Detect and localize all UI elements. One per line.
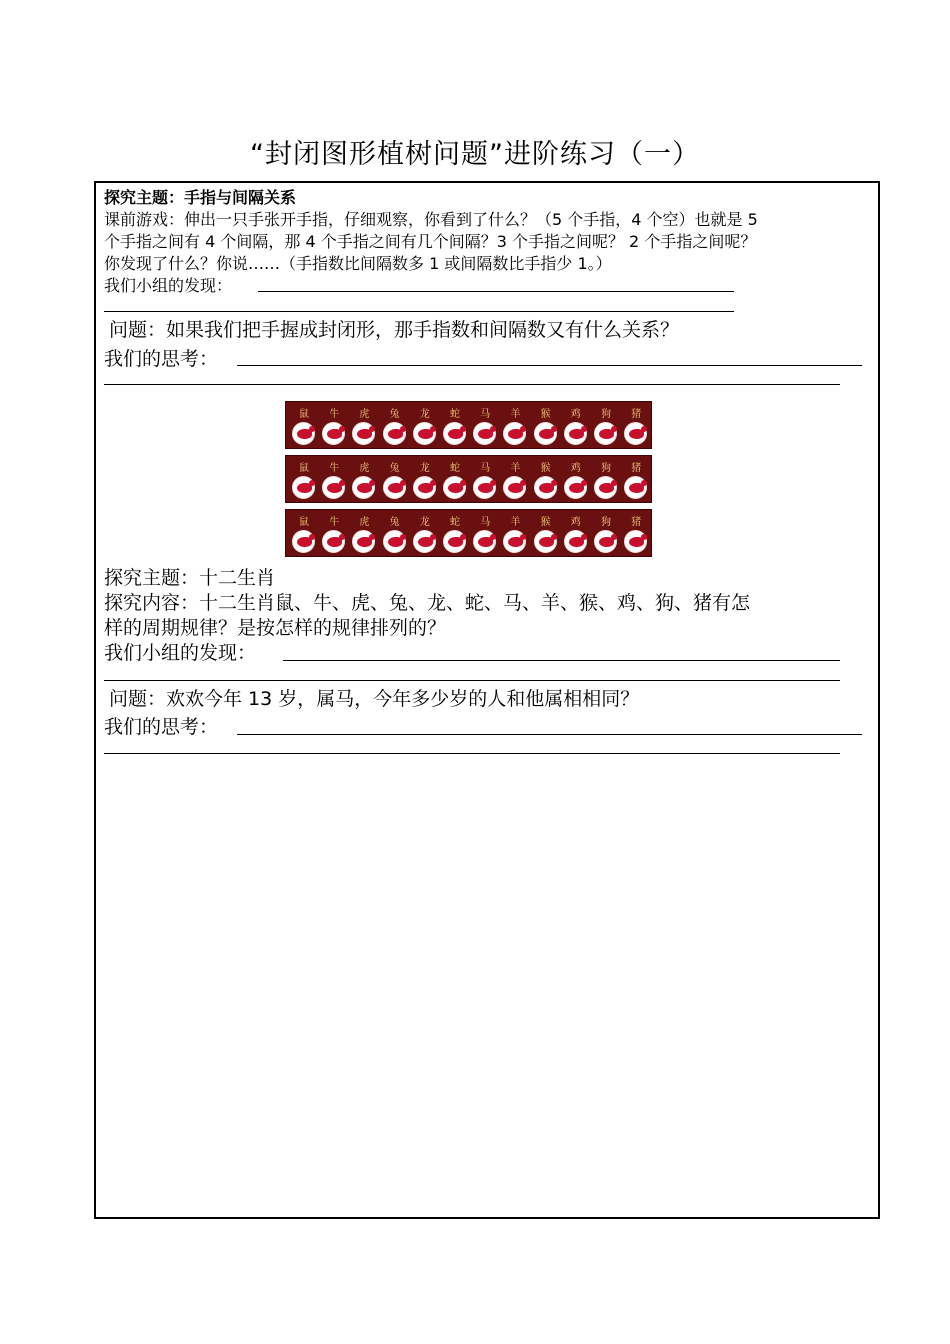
zodiac-label: 龙: [419, 517, 430, 528]
animal-silhouette-icon: [629, 537, 644, 547]
zodiac-cell: [349, 510, 379, 558]
zodiac-animal-icon: [413, 530, 436, 553]
zodiac-animal-icon: [503, 530, 526, 553]
section1-finding-answer-line-2[interactable]: [104, 311, 734, 312]
zodiac-label: 猴: [540, 409, 551, 420]
zodiac-label: 虎: [359, 409, 370, 420]
zodiac-animal-icon: [564, 476, 587, 499]
zodiac-strip-2: [285, 455, 652, 503]
zodiac-cell: [531, 456, 561, 504]
section2-thinking-label: 我们的思考：: [104, 716, 219, 738]
zodiac-cell: [621, 456, 651, 504]
zodiac-label: 蛇: [450, 409, 460, 420]
section2-finding-label: 我们小组的发现：: [104, 642, 257, 664]
zodiac-cell: [380, 402, 410, 450]
zodiac-cell: [349, 456, 379, 504]
zodiac-cell: [591, 402, 621, 450]
animal-silhouette-icon: [448, 483, 463, 493]
zodiac-label: 兔: [389, 409, 400, 420]
animal-silhouette-icon: [448, 537, 463, 547]
zodiac-cell: [561, 402, 591, 450]
animal-silhouette-icon: [508, 537, 523, 547]
zodiac-animal-icon: [594, 476, 617, 499]
zodiac-animal-icon: [383, 422, 406, 445]
zodiac-animal-icon: [322, 476, 345, 499]
section1-thinking-answer-line-2[interactable]: [104, 384, 840, 385]
zodiac-cell: [440, 456, 470, 504]
animal-silhouette-icon: [388, 537, 403, 547]
zodiac-label: 蛇: [450, 517, 460, 528]
zodiac-cell: [289, 402, 319, 450]
animal-silhouette-icon: [629, 429, 644, 439]
zodiac-animal-icon: [443, 422, 466, 445]
zodiac-animal-icon: [473, 422, 496, 445]
animal-silhouette-icon: [357, 429, 372, 439]
zodiac-animal-icon: [503, 422, 526, 445]
section2-thinking-answer-line-1[interactable]: [237, 734, 862, 735]
zodiac-cell: [470, 456, 500, 504]
zodiac-animal-icon: [624, 476, 647, 499]
section2-thinking-answer-line-2[interactable]: [104, 753, 840, 754]
zodiac-label: 虎: [359, 517, 370, 528]
zodiac-animal-icon: [534, 476, 557, 499]
animal-silhouette-icon: [508, 483, 523, 493]
zodiac-label: 狗: [601, 409, 611, 420]
zodiac-label: 猪: [631, 463, 642, 474]
animal-silhouette-icon: [388, 429, 403, 439]
zodiac-label: 狗: [601, 517, 611, 528]
zodiac-animal-icon: [443, 476, 466, 499]
zodiac-animal-icon: [594, 530, 617, 553]
zodiac-label: 马: [480, 463, 491, 474]
zodiac-animal-icon: [352, 422, 375, 445]
zodiac-cell: [440, 510, 470, 558]
zodiac-label: 鼠: [299, 463, 309, 474]
zodiac-animal-icon: [322, 530, 345, 553]
zodiac-label: 猪: [631, 517, 642, 528]
animal-silhouette-icon: [478, 483, 493, 493]
zodiac-label: 猪: [631, 409, 642, 420]
zodiac-animal-icon: [473, 530, 496, 553]
animal-silhouette-icon: [297, 537, 312, 547]
animal-silhouette-icon: [297, 483, 312, 493]
animal-silhouette-icon: [388, 483, 403, 493]
zodiac-cell: [319, 510, 349, 558]
animal-silhouette-icon: [357, 483, 372, 493]
section1-thinking-label: 我们的思考：: [104, 348, 219, 370]
zodiac-cell: [410, 510, 440, 558]
section1-question: 问题：如果我们把手握成封闭形，那手指数和间隔数又有什么关系？: [109, 319, 680, 341]
section2-content-line2: 样的周期规律？是按怎样的规律排列的？: [104, 617, 447, 639]
animal-silhouette-icon: [357, 537, 372, 547]
zodiac-label: 虎: [359, 463, 370, 474]
zodiac-cell: [591, 510, 621, 558]
zodiac-label: 鸡: [570, 409, 581, 420]
zodiac-cell: [470, 510, 500, 558]
animal-silhouette-icon: [418, 537, 433, 547]
zodiac-cell: [440, 402, 470, 450]
zodiac-cell: [319, 456, 349, 504]
animal-silhouette-icon: [629, 483, 644, 493]
zodiac-label: 鼠: [299, 409, 309, 420]
zodiac-cell: [531, 510, 561, 558]
zodiac-label: 兔: [389, 463, 400, 474]
zodiac-label: 牛: [329, 463, 340, 474]
zodiac-cell: [561, 456, 591, 504]
animal-silhouette-icon: [599, 537, 614, 547]
zodiac-animal-icon: [413, 422, 436, 445]
animal-silhouette-icon: [599, 429, 614, 439]
zodiac-label: 龙: [419, 409, 430, 420]
zodiac-cell: [289, 510, 319, 558]
zodiac-animal-icon: [503, 476, 526, 499]
section1-thinking-answer-line-1[interactable]: [237, 365, 862, 366]
zodiac-animal-icon: [534, 530, 557, 553]
animal-silhouette-icon: [478, 429, 493, 439]
zodiac-cell: [561, 510, 591, 558]
zodiac-cell: [319, 402, 349, 450]
zodiac-cell: [410, 456, 440, 504]
zodiac-label: 羊: [510, 463, 521, 474]
zodiac-cell: [410, 402, 440, 450]
zodiac-animal-icon: [322, 422, 345, 445]
zodiac-animal-icon: [443, 530, 466, 553]
zodiac-label: 羊: [510, 409, 521, 420]
page-title: “封闭图形植树问题”进阶练习（一）: [250, 139, 700, 170]
animal-silhouette-icon: [569, 429, 584, 439]
section2-topic: 探究主题：十二生肖: [104, 567, 276, 589]
section1-game-line3: 你发现了什么？你说……（手指数比间隔数多 1 或间隔数比手指少 1。）: [104, 254, 612, 273]
zodiac-label: 猴: [540, 463, 551, 474]
zodiac-animal-icon: [594, 422, 617, 445]
zodiac-cell: [380, 510, 410, 558]
zodiac-cell: [500, 402, 530, 450]
zodiac-animal-icon: [383, 476, 406, 499]
animal-silhouette-icon: [327, 537, 342, 547]
zodiac-animal-icon: [413, 476, 436, 499]
section1-finding-label: 我们小组的发现：: [104, 276, 233, 295]
animal-silhouette-icon: [297, 429, 312, 439]
animal-silhouette-icon: [569, 537, 584, 547]
zodiac-cell: [470, 402, 500, 450]
zodiac-label: 牛: [329, 517, 340, 528]
animal-silhouette-icon: [539, 429, 554, 439]
zodiac-label: 猴: [540, 517, 551, 528]
zodiac-cell: [500, 456, 530, 504]
zodiac-cell: [500, 510, 530, 558]
section1-game-line2: 个手指之间有 4 个间隔，那 4 个手指之间有几个间隔？3 个手指之间呢？ 2 个手指之间呢？: [104, 232, 757, 251]
zodiac-label: 龙: [419, 463, 430, 474]
zodiac-animal-icon: [564, 422, 587, 445]
zodiac-animal-icon: [534, 422, 557, 445]
zodiac-cell: [349, 402, 379, 450]
animal-silhouette-icon: [599, 483, 614, 493]
zodiac-cell: [621, 510, 651, 558]
zodiac-cell: [289, 456, 319, 504]
zodiac-animal-icon: [624, 422, 647, 445]
section1-game-line1: 课前游戏：伸出一只手张开手指，仔细观察，你看到了什么？（5 个手指，4 个空）也就是 5: [104, 210, 758, 229]
zodiac-cell: [380, 456, 410, 504]
zodiac-label: 鸡: [570, 517, 581, 528]
zodiac-animal-icon: [352, 476, 375, 499]
zodiac-strip-1: [285, 401, 652, 449]
section1-finding-answer-line-1[interactable]: [258, 291, 734, 292]
zodiac-animal-icon: [624, 530, 647, 553]
animal-silhouette-icon: [327, 483, 342, 493]
section2-content-line1: 探究内容：十二生肖鼠、牛、虎、兔、龙、蛇、马、羊、猴、鸡、狗、猪有怎: [104, 592, 751, 614]
section2-question: 问题：欢欢今年 13 岁，属马，今年多少岁的人和他属相相同？: [109, 688, 640, 710]
zodiac-animal-icon: [292, 476, 315, 499]
zodiac-cell: [531, 402, 561, 450]
zodiac-label: 马: [480, 409, 491, 420]
zodiac-label: 马: [480, 517, 491, 528]
animal-silhouette-icon: [418, 429, 433, 439]
zodiac-cell: [621, 402, 651, 450]
section2-finding-answer-line-1[interactable]: [283, 660, 840, 661]
zodiac-label: 蛇: [450, 463, 460, 474]
animal-silhouette-icon: [448, 429, 463, 439]
zodiac-label: 鸡: [570, 463, 581, 474]
zodiac-strip-3: [285, 509, 652, 557]
zodiac-label: 狗: [601, 463, 611, 474]
zodiac-animal-icon: [292, 530, 315, 553]
zodiac-animal-icon: [564, 530, 587, 553]
animal-silhouette-icon: [478, 537, 493, 547]
zodiac-cell: [591, 456, 621, 504]
zodiac-label: 羊: [510, 517, 521, 528]
zodiac-label: 鼠: [299, 517, 309, 528]
section2-finding-answer-line-2[interactable]: [104, 680, 840, 681]
zodiac-animal-icon: [383, 530, 406, 553]
animal-silhouette-icon: [508, 429, 523, 439]
zodiac-animal-icon: [473, 476, 496, 499]
animal-silhouette-icon: [539, 483, 554, 493]
zodiac-label: 牛: [329, 409, 340, 420]
animal-silhouette-icon: [569, 483, 584, 493]
section1-topic: 探究主题：手指与间隔关系: [104, 188, 297, 207]
animal-silhouette-icon: [418, 483, 433, 493]
zodiac-animal-icon: [292, 422, 315, 445]
animal-silhouette-icon: [327, 429, 342, 439]
zodiac-animal-icon: [352, 530, 375, 553]
zodiac-label: 兔: [389, 517, 400, 528]
animal-silhouette-icon: [539, 537, 554, 547]
